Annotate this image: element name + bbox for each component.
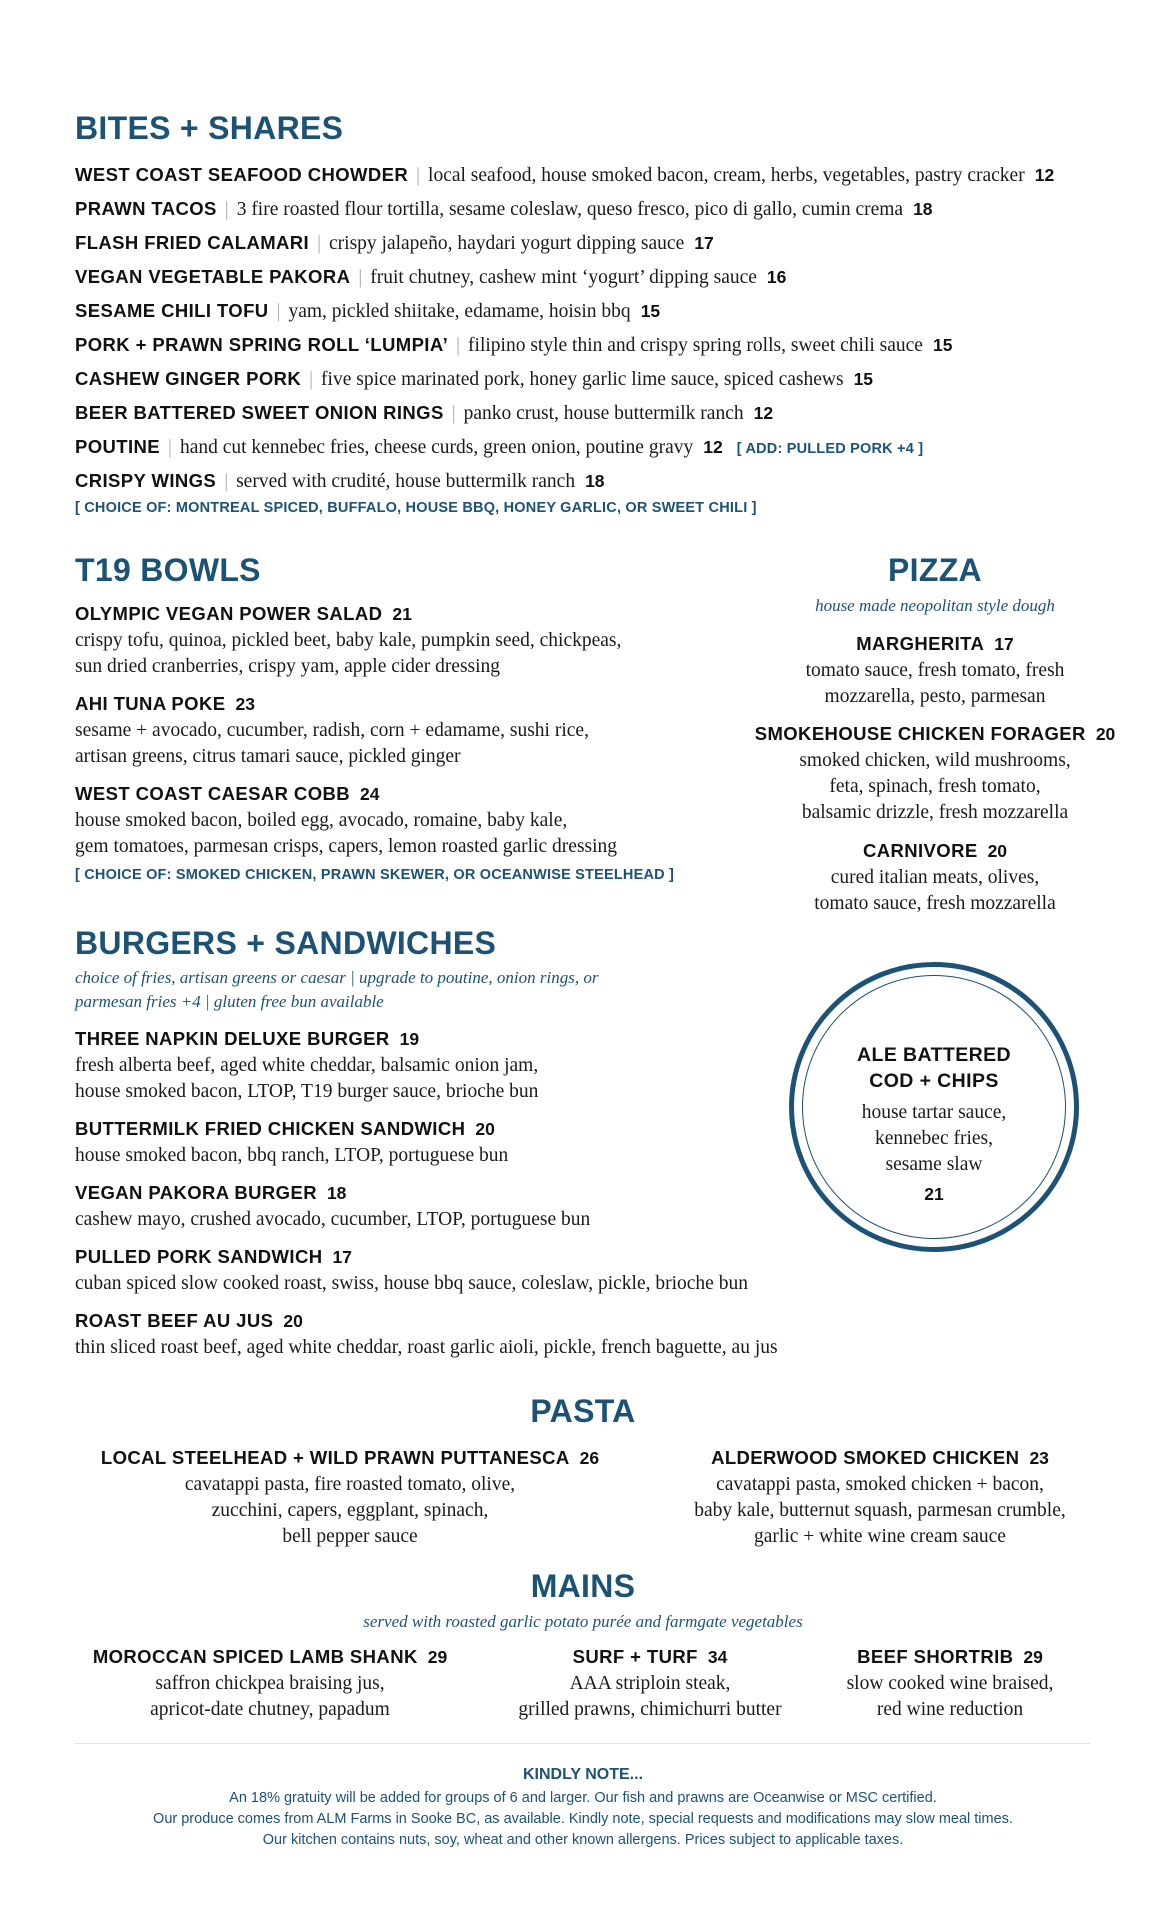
bites-item-tofu bbox=[75, 298, 660, 325]
item-name: SMOKEHOUSE CHICKEN FORAGER bbox=[754, 723, 1086, 744]
item-desc-line: apricot-date chutney, papadum bbox=[150, 1699, 390, 1720]
item-name: CASHEW GINGER PORK bbox=[75, 368, 302, 389]
item-desc-line: balsamic drizzle, fresh mozzarella bbox=[801, 802, 1069, 823]
item-name: PRAWN TACOS bbox=[75, 198, 217, 219]
bites-item-lumpia bbox=[75, 332, 952, 359]
item-desc-line: gem tomatoes, parmesan crisps, capers, lemon roasted garlic dressing bbox=[75, 836, 618, 857]
footer-line-1: An 18% gratuity will be added for groups of 6 and larger. Our fish and prawns are Oceanwise or MSC certified. bbox=[229, 1790, 937, 1806]
item-price: 23 bbox=[1029, 1448, 1049, 1468]
mains-title: MAINS bbox=[530, 1568, 636, 1604]
feature-cod-chips bbox=[789, 1042, 1079, 1205]
item-desc-line: zucchini, capers, eggplant, spinach, bbox=[211, 1500, 489, 1521]
item-name: BEER BATTERED SWEET ONION RINGS bbox=[75, 402, 444, 423]
item-name: POUTINE bbox=[75, 436, 161, 457]
bites-item-wings bbox=[75, 468, 605, 495]
item-name: SURF + TURF bbox=[572, 1646, 698, 1667]
item-desc: fruit chutney, cashew mint ‘yogurt’ dipping sauce bbox=[370, 267, 757, 288]
pizza-item-smokehouse bbox=[720, 721, 1150, 826]
item-desc-line: AAA striploin steak, bbox=[569, 1673, 731, 1694]
item-name: AHI TUNA POKE bbox=[75, 693, 226, 714]
separator: | bbox=[451, 403, 456, 424]
item-price: 19 bbox=[399, 1029, 420, 1049]
item-price: 29 bbox=[427, 1647, 448, 1667]
item-name: BUTTERMILK FRIED CHICKEN SANDWICH bbox=[75, 1118, 466, 1139]
burgers-note-line-2: parmesan fries +4 | gluten free bun available bbox=[75, 992, 384, 1011]
feature-price: 21 bbox=[924, 1184, 944, 1204]
item-name: MARGHERITA bbox=[856, 633, 985, 654]
pasta-title: PASTA bbox=[530, 1393, 636, 1429]
item-desc: panko crust, house buttermilk ranch bbox=[463, 403, 744, 424]
cobb-choice-note: [ CHOICE OF: SMOKED CHICKEN, PRAWN SKEWER, OR OCEANWISE STEELHEAD ] bbox=[75, 867, 675, 883]
item-price: 17 bbox=[694, 233, 714, 253]
item-name: MOROCCAN SPICED LAMB SHANK bbox=[92, 1646, 418, 1667]
item-desc: crispy jalapeño, haydari yogurt dipping sauce bbox=[329, 233, 685, 254]
item-price: 23 bbox=[235, 694, 255, 714]
item-desc-line: house smoked bacon, boiled egg, avocado, romaine, baby kale, bbox=[75, 810, 568, 831]
item-desc-line: thin sliced roast beef, aged white cheddar, roast garlic aioli, pickle, french baguette, au jus bbox=[75, 1337, 778, 1358]
item-price: 20 bbox=[475, 1119, 495, 1139]
item-desc-line: slow cooked wine braised, bbox=[846, 1673, 1054, 1694]
separator: | bbox=[224, 471, 229, 492]
footer-line-3: Our kitchen contains nuts, soy, wheat and other known allergens. Prices subject to applicable taxes. bbox=[262, 1832, 904, 1848]
pasta-item-alderwood bbox=[640, 1445, 1120, 1550]
mains-item-surf-turf bbox=[480, 1644, 820, 1723]
item-desc-line: sun dried cranberries, crispy yam, apple cider dressing bbox=[75, 656, 501, 677]
item-name: OLYMPIC VEGAN POWER SALAD bbox=[75, 603, 383, 624]
item-name: ROAST BEEF AU JUS bbox=[75, 1310, 274, 1331]
item-price: 12 bbox=[1034, 165, 1055, 185]
item-desc: served with crudité, house buttermilk ranch bbox=[236, 471, 576, 492]
item-desc: five spice marinated pork, honey garlic lime sauce, spiced cashews bbox=[321, 369, 844, 390]
item-price: 18 bbox=[585, 471, 605, 491]
pizza-title: PIZZA bbox=[888, 552, 982, 588]
item-desc-line: cavatappi pasta, fire roasted tomato, olive, bbox=[184, 1474, 516, 1495]
item-desc: filipino style thin and crispy spring rolls, sweet chili sauce bbox=[468, 335, 923, 356]
item-price: 26 bbox=[579, 1448, 600, 1468]
item-price: 29 bbox=[1023, 1647, 1043, 1667]
item-name: BEEF SHORTRIB bbox=[857, 1646, 1014, 1667]
item-name: THREE NAPKIN DELUXE BURGER bbox=[75, 1028, 390, 1049]
burgers-note-line-1: choice of fries, artisan greens or caesar | upgrade to poutine, onion rings, or bbox=[75, 968, 599, 987]
footer-title: KINDLY NOTE... bbox=[522, 1766, 644, 1783]
bowl-item-caesar-cobb bbox=[75, 781, 617, 860]
bowl-item-tuna-poke bbox=[75, 691, 589, 770]
bites-item-calamari bbox=[75, 230, 714, 257]
pasta-item-puttanesca bbox=[60, 1445, 640, 1550]
separator: | bbox=[309, 369, 314, 390]
bites-item-chowder bbox=[75, 162, 1054, 189]
item-name: WEST COAST CAESAR COBB bbox=[75, 783, 350, 804]
item-desc-line: smoked chicken, wild mushrooms, bbox=[799, 750, 1071, 771]
item-name: VEGAN PAKORA BURGER bbox=[75, 1182, 317, 1203]
burger-item-pulled-pork bbox=[75, 1244, 748, 1297]
bites-item-poutine bbox=[75, 434, 923, 462]
item-name: CARNIVORE bbox=[862, 840, 978, 861]
bites-item-prawn-tacos bbox=[75, 196, 933, 223]
item-name: SESAME CHILI TOFU bbox=[75, 300, 269, 321]
footer-line-2: Our produce comes from ALM Farms in Sooke BC, as available. Kindly note, special requests and modifications may slow meal times. bbox=[153, 1811, 1013, 1827]
item-desc-line: cashew mayo, crushed avocado, cucumber, LTOP, portuguese bun bbox=[75, 1209, 591, 1230]
mains-item-lamb-shank bbox=[60, 1644, 480, 1723]
item-name: PORK + PRAWN SPRING ROLL ‘LUMPIA’ bbox=[75, 334, 449, 355]
item-desc-line: garlic + white wine cream sauce bbox=[754, 1526, 1006, 1547]
burger-item-three-napkin bbox=[75, 1026, 538, 1105]
item-desc-line: tomato sauce, fresh tomato, fresh bbox=[805, 660, 1065, 681]
feature-name-line-2: COD + CHIPS bbox=[869, 1070, 999, 1092]
item-price: 18 bbox=[913, 199, 933, 219]
item-desc-line: feta, spinach, fresh tomato, bbox=[829, 776, 1041, 797]
item-name: PULLED PORK SANDWICH bbox=[75, 1246, 323, 1267]
item-price: 15 bbox=[640, 301, 661, 321]
item-price: 12 bbox=[753, 403, 774, 423]
burger-item-vegan-pakora bbox=[75, 1180, 590, 1233]
item-desc-line: grilled prawns, chimichurri butter bbox=[518, 1699, 782, 1720]
item-desc-line: house smoked bacon, LTOP, T19 burger sauce, brioche bun bbox=[75, 1081, 539, 1102]
item-name: FLASH FRIED CALAMARI bbox=[75, 232, 310, 253]
item-desc-line: bell pepper sauce bbox=[282, 1526, 418, 1547]
item-desc-line: mozzarella, pesto, parmesan bbox=[824, 686, 1046, 707]
item-desc-line: red wine reduction bbox=[876, 1699, 1024, 1720]
item-desc: hand cut kennebec fries, cheese curds, green onion, poutine gravy bbox=[179, 437, 694, 458]
item-desc: 3 fire roasted flour tortilla, sesame coleslaw, queso fresco, pico di gallo, cumin crema bbox=[236, 199, 904, 220]
mains-item-shortrib bbox=[820, 1644, 1080, 1723]
wings-choice-note: [ CHOICE OF: MONTREAL SPICED, BUFFALO, HOUSE BBQ, HONEY GARLIC, OR SWEET CHILI ] bbox=[75, 500, 757, 516]
item-price: 15 bbox=[932, 335, 953, 355]
item-name: VEGAN VEGETABLE PAKORA bbox=[75, 266, 351, 287]
item-price: 20 bbox=[283, 1311, 303, 1331]
separator: | bbox=[276, 301, 281, 322]
burger-item-fried-chicken bbox=[75, 1116, 508, 1169]
separator: | bbox=[224, 199, 229, 220]
item-price: 15 bbox=[853, 369, 874, 389]
item-desc-line: crispy tofu, quinoa, pickled beet, baby kale, pumpkin seed, chickpeas, bbox=[75, 630, 622, 651]
item-desc-line: tomato sauce, fresh mozzarella bbox=[814, 893, 1056, 914]
separator: | bbox=[416, 165, 421, 186]
item-name: WEST COAST SEAFOOD CHOWDER bbox=[75, 164, 409, 185]
item-price: 17 bbox=[332, 1247, 352, 1267]
feature-desc-line: house tartar sauce, bbox=[861, 1102, 1007, 1123]
item-desc-line: cured italian meats, olives, bbox=[830, 867, 1040, 888]
item-price: 20 bbox=[987, 841, 1008, 861]
feature-desc-line: sesame slaw bbox=[885, 1154, 983, 1175]
item-name: ALDERWOOD SMOKED CHICKEN bbox=[711, 1447, 1020, 1468]
item-price: 20 bbox=[1095, 724, 1116, 744]
item-desc-line: artisan greens, citrus tamari sauce, pickled ginger bbox=[75, 746, 461, 767]
separator: | bbox=[456, 335, 461, 356]
bites-item-cashew-pork bbox=[75, 366, 873, 393]
separator: | bbox=[317, 233, 321, 254]
burger-item-roast-beef bbox=[75, 1308, 778, 1361]
item-price: 18 bbox=[326, 1183, 347, 1203]
bites-item-onion-rings bbox=[75, 400, 773, 427]
bites-title: BITES + SHARES bbox=[75, 110, 344, 146]
separator: | bbox=[358, 267, 363, 288]
mains-subtitle: served with roasted garlic potato purée and farmgate vegetables bbox=[363, 1612, 803, 1631]
item-price: 24 bbox=[360, 784, 380, 804]
item-desc-line: baby kale, butternut squash, parmesan crumble, bbox=[694, 1500, 1066, 1521]
burgers-title: BURGERS + SANDWICHES bbox=[75, 925, 497, 961]
item-desc: local seafood, house smoked bacon, cream, herbs, vegetables, pastry cracker bbox=[428, 165, 1025, 186]
separator: | bbox=[168, 437, 172, 458]
pizza-item-margherita bbox=[720, 631, 1150, 710]
item-name: CRISPY WINGS bbox=[75, 470, 217, 491]
item-price: 12 bbox=[703, 437, 723, 457]
pizza-subtitle: house made neopolitan style dough bbox=[815, 596, 1055, 615]
pizza-item-carnivore bbox=[720, 838, 1150, 917]
feature-name-line-1: ALE BATTERED bbox=[857, 1044, 1011, 1066]
bites-item-pakora bbox=[75, 264, 786, 291]
item-desc-line: fresh alberta beef, aged white cheddar, balsamic onion jam, bbox=[75, 1055, 539, 1076]
item-price: 16 bbox=[766, 267, 787, 287]
item-price: 21 bbox=[392, 604, 412, 624]
item-price: 34 bbox=[707, 1647, 728, 1667]
item-name: LOCAL STEELHEAD + WILD PRAWN PUTTANESCA bbox=[100, 1447, 570, 1468]
item-desc-line: house smoked bacon, bbq ranch, LTOP, portuguese bun bbox=[75, 1145, 509, 1166]
poutine-addon: [ ADD: PULLED PORK +4 ] bbox=[736, 441, 924, 457]
item-desc-line: sesame + avocado, cucumber, radish, corn + edamame, sushi rice, bbox=[75, 720, 589, 741]
item-desc-line: cavatappi pasta, smoked chicken + bacon, bbox=[716, 1474, 1044, 1495]
footer-divider bbox=[75, 1743, 1090, 1744]
item-price: 17 bbox=[994, 634, 1014, 654]
bowls-title: T19 BOWLS bbox=[75, 552, 261, 588]
item-desc-line: cuban spiced slow cooked roast, swiss, house bbq sauce, coleslaw, pickle, brioche bun bbox=[75, 1273, 748, 1294]
feature-desc-line: kennebec fries, bbox=[874, 1128, 994, 1149]
item-desc-line: saffron chickpea braising jus, bbox=[155, 1673, 385, 1694]
item-desc: yam, pickled shiitake, edamame, hoisin bbq bbox=[288, 301, 631, 322]
bowl-item-power-salad bbox=[75, 601, 621, 680]
